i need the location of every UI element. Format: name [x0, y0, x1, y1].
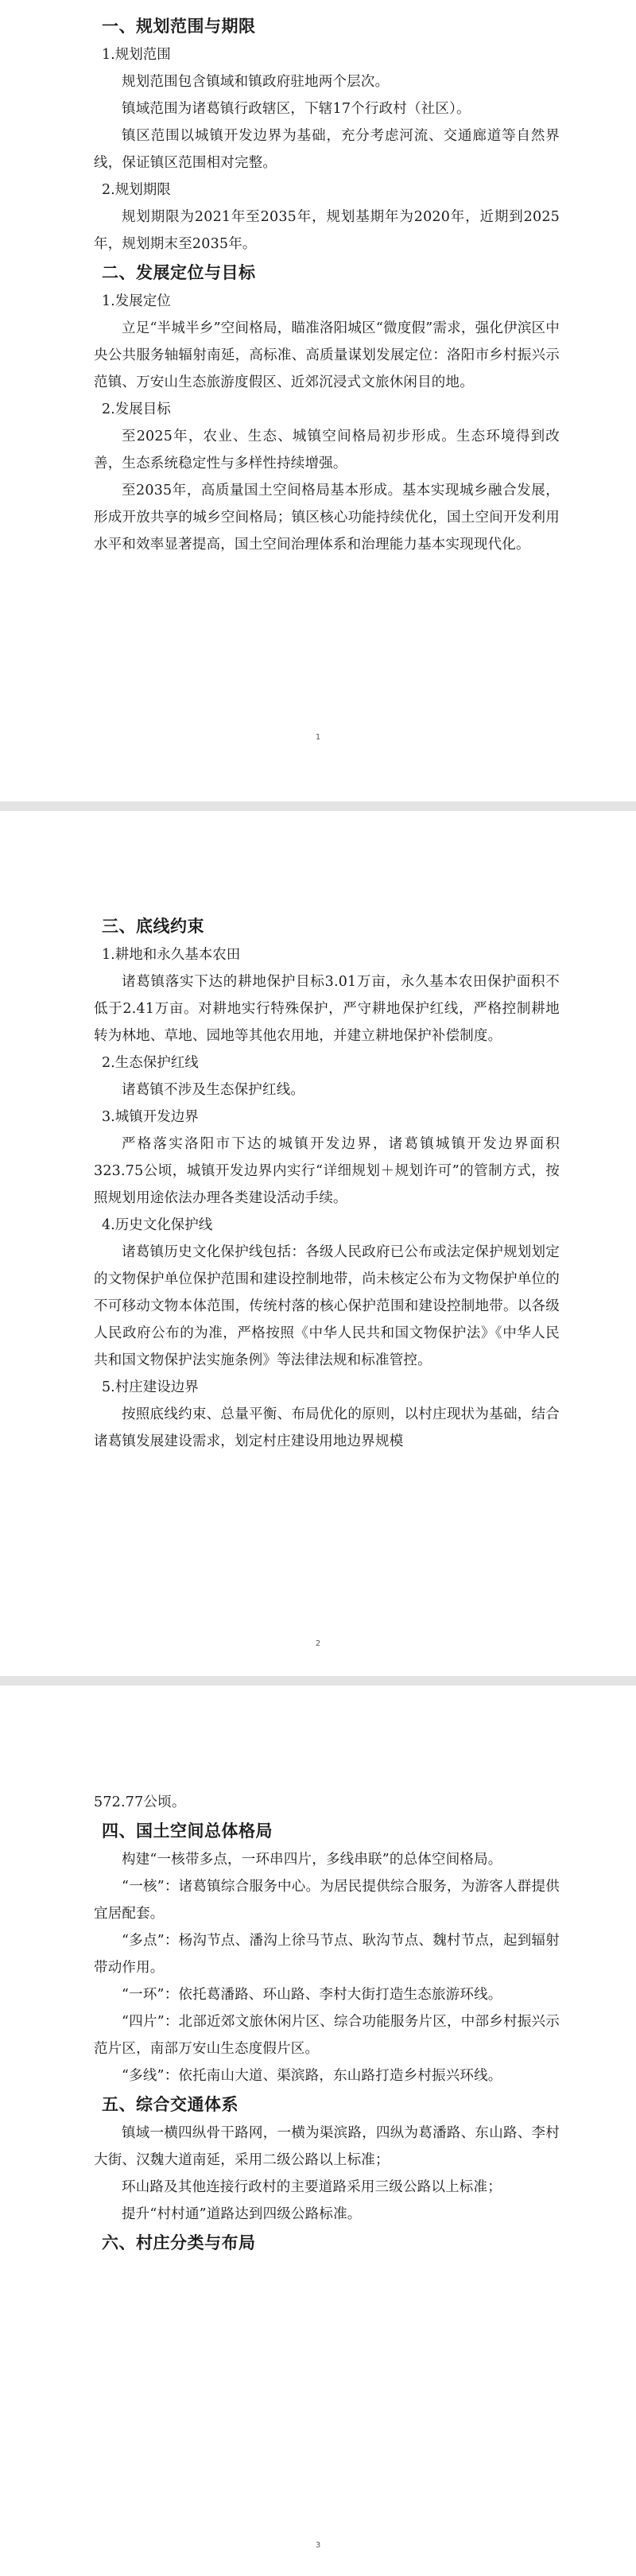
subheading-planning-scope: 1.规划范围 [102, 47, 171, 63]
page-number: 3 [315, 2541, 321, 2550]
paragraph: 至2025年，农业、生态、城镇空间格局初步形成。生态环境得到改善，生态系统稳定性与多样性持续增强。 [94, 429, 560, 471]
paragraph: “多点”：杨沟节点、潘沟上徐马节点、耿沟节点、魏村节点，起到辐射带动作用。 [94, 1933, 560, 1976]
subheading-goals: 2.发展目标 [102, 402, 171, 417]
paragraph: 诸葛镇不涉及生态保护红线。 [122, 1082, 305, 1098]
paragraph: 镇区范围以城镇开发边界为基础，充分考虑河流、交通廊道等自然界线，保证镇区范围相对完整。 [94, 128, 560, 171]
section-heading-baseline: 三、底线约束 [102, 917, 204, 936]
subheading-village-boundary: 5.村庄建设边界 [102, 1379, 199, 1395]
paragraph: “一核”：诸葛镇综合服务中心。为居民提供综合服务，为游客人群提供宜居配套。 [94, 1879, 560, 1922]
subheading-heritage-line: 4.历史文化保护线 [102, 1217, 213, 1233]
paragraph: 立足“半城半乡”空间格局，瞄准洛阳城区“微度假”需求，强化伊滨区中央公共服务轴辐射南延，高标准、高质量谋划发展定位：洛阳市乡村振兴示范镇、万安山生态旅游度假区、近郊沉浸式文旅休闲目的地。 [94, 320, 560, 390]
document-page-1 [0, 0, 636, 801]
paragraph: 按照底线约束、总量平衡、布局优化的原则，以村庄现状为基础，结合诸葛镇发展建设需求，划定村庄建设用地边界规模 [94, 1406, 560, 1449]
paragraph: 环山路及其他连接行政村的主要道路采用三级公路以上标准； [122, 2179, 502, 2195]
section-heading-scope-period: 一、规划范围与期限 [102, 17, 256, 36]
section-heading-positioning-goals: 二、发展定位与目标 [102, 263, 256, 282]
paragraph-continued: 572.77公顷。 [94, 1794, 186, 1810]
subheading-eco-redline: 2.生态保护红线 [102, 1055, 199, 1071]
paragraph: 诸葛镇落实下达的耕地保护目标3.01万亩，永久基本农田保护面积不低于2.41万亩。对耕地实行特殊保护，严守耕地保护红线，严格控制耕地转为林地、草地、园地等其他农用地，并建立耕地保护补偿制度。 [94, 974, 560, 1044]
subheading-planning-period: 2.规划期限 [102, 182, 171, 198]
paragraph: 规划范围包含镇域和镇政府驻地两个层次。 [122, 74, 390, 90]
subheading-positioning: 1.发展定位 [102, 293, 171, 309]
paragraph: “四片”：北部近郊文旅休闲片区、综合功能服务片区，中部乡村振兴示范片区，南部万安山生态度假片区。 [94, 2014, 560, 2057]
section-heading-village-layout: 六、村庄分类与布局 [102, 2233, 256, 2252]
paragraph: 提升“村村通”道路达到四级公路标准。 [122, 2206, 362, 2222]
paragraph: 构建“一核带多点，一环串四片，多线串联”的总体空间格局。 [122, 1852, 502, 1868]
paragraph: 诸葛镇历史文化保护线包括：各级人民政府已公布或法定保护规划划定的文物保护单位保护范围和建设控制地带，尚未核定公布为文物保护单位的不可移动文物本体范围，传统村落的核心保护范围和建设控制地带。以各级人民政府公布的为准，严格按照《中华人民共和国文物保护法》《中华人民共和国文物保护法实施条例》等法律法规和标准管控。 [94, 1244, 560, 1368]
document-page-2 [0, 811, 636, 1676]
page-number: 1 [315, 733, 321, 742]
paragraph: 至2035年，高质量国土空间格局基本形成。基本实现城乡融合发展，形成开放共享的城乡空间格局；镇区核心功能持续优化，国土空间开发利用水平和效率显著提高，国土空间治理体系和治理能力基本实现现代化。 [94, 483, 560, 553]
paragraph: “一环”：依托葛潘路、环山路、李村大街打造生态旅游环线。 [122, 1987, 502, 2003]
subheading-urban-boundary: 3.城镇开发边界 [102, 1109, 199, 1125]
document-page-3 [0, 1686, 636, 2576]
section-heading-spatial-pattern: 四、国土空间总体格局 [102, 1821, 273, 1841]
paragraph: 规划期限为2021年至2035年，规划基期年为2020年，近期到2025年，规划期末至2035年。 [94, 209, 560, 252]
section-heading-transport: 五、综合交通体系 [102, 2095, 238, 2114]
subheading-farmland: 1.耕地和永久基本农田 [102, 947, 241, 963]
page-number: 2 [315, 1639, 321, 1648]
paragraph: “多线”：依托南山大道、渠滨路，东山路打造乡村振兴环线。 [122, 2068, 502, 2084]
paragraph: 严格落实洛阳市下达的城镇开发边界，诸葛镇城镇开发边界面积323.75公顷，城镇开发边界内实行“详细规划＋规划许可”的管制方式，按照规划用途依法办理各类建设活动手续。 [94, 1136, 560, 1206]
paragraph: 镇域一横四纵骨干路网，一横为渠滨路，四纵为葛潘路、东山路、李村大街、汉魏大道南延，采用二级公路以上标准； [94, 2125, 560, 2168]
paragraph: 镇域范围为诸葛镇行政辖区，下辖17个行政村（社区）。 [122, 101, 471, 117]
